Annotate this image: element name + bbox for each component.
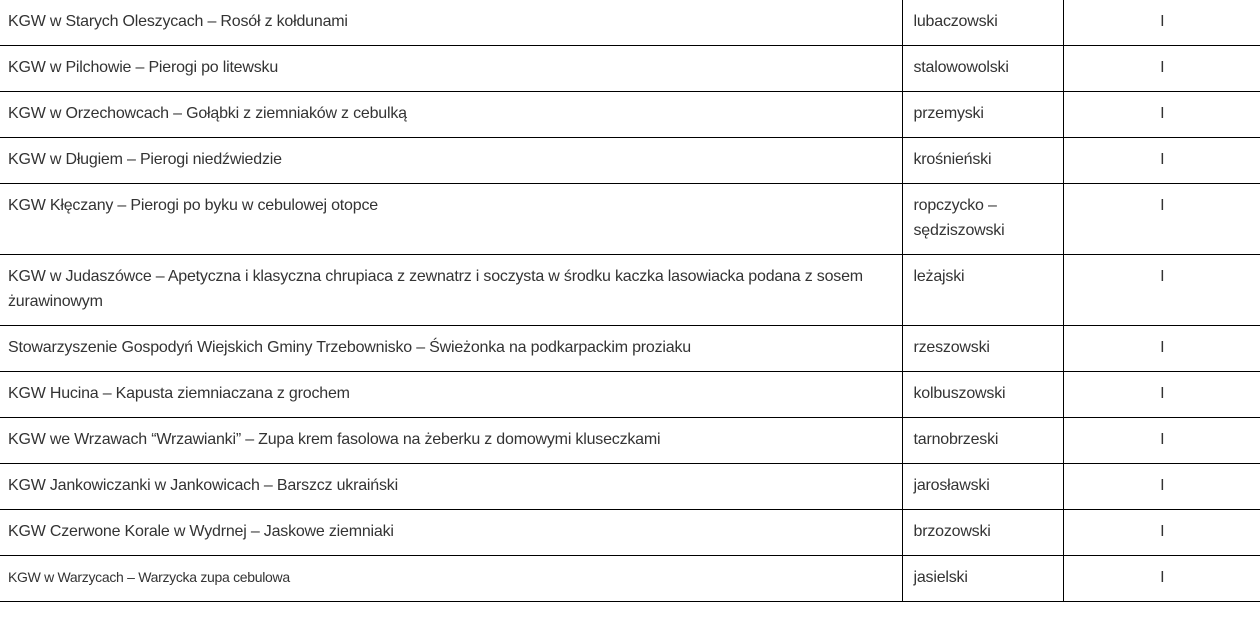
- place-cell: I: [1063, 372, 1260, 418]
- entry-name-cell: KGW w Długiem – Pierogi niedźwiedzie: [0, 138, 902, 184]
- entry-name-cell: KGW w Pilchowie – Pierogi po litewsku: [0, 46, 902, 92]
- county-cell: przemyski: [902, 92, 1063, 138]
- place-cell: I: [1063, 556, 1260, 602]
- county-cell: lubaczowski: [902, 0, 1063, 46]
- entry-name-cell: KGW Hucina – Kapusta ziemniaczana z grochem: [0, 372, 902, 418]
- entry-name-cell: KGW w Warzycach – Warzycka zupa cebulowa: [0, 556, 902, 602]
- county-cell: kolbuszowski: [902, 372, 1063, 418]
- table-row: [0, 418, 1260, 464]
- table-row: [0, 372, 1260, 418]
- county-cell: brzozowski: [902, 510, 1063, 556]
- county-cell: jasielski: [902, 556, 1063, 602]
- entry-name-cell: KGW w Starych Oleszycach – Rosół z kołdunami: [0, 0, 902, 46]
- place-cell: I: [1063, 92, 1260, 138]
- place-cell: I: [1063, 0, 1260, 46]
- table-row: [0, 464, 1260, 510]
- place-cell: I: [1063, 46, 1260, 92]
- entry-name-cell: KGW w Judaszówce – Apetyczna i klasyczna chrupiaca z zewnatrz i soczysta w środku kaczka lasowiacka podana z sosem żurawinowym: [0, 255, 902, 326]
- table-row: [0, 92, 1260, 138]
- place-cell: I: [1063, 326, 1260, 372]
- place-cell: I: [1063, 138, 1260, 184]
- table-row: [0, 184, 1260, 255]
- entry-name-cell: KGW Kłęczany – Pierogi po byku w cebulowej otopce: [0, 184, 902, 255]
- county-cell: jarosławski: [902, 464, 1063, 510]
- table-row: [0, 46, 1260, 92]
- county-cell: stalowowolski: [902, 46, 1063, 92]
- place-cell: I: [1063, 464, 1260, 510]
- entry-name-cell: KGW w Orzechowcach – Gołąbki z ziemniaków z cebulką: [0, 92, 902, 138]
- table-row: [0, 138, 1260, 184]
- place-cell: I: [1063, 184, 1260, 255]
- entry-name-cell: KGW Czerwone Korale w Wydrnej – Jaskowe ziemniaki: [0, 510, 902, 556]
- table-row: [0, 326, 1260, 372]
- place-cell: I: [1063, 510, 1260, 556]
- entry-name-cell: Stowarzyszenie Gospodyń Wiejskich Gminy Trzebownisko – Świeżonka na podkarpackim proziaku: [0, 326, 902, 372]
- place-cell: I: [1063, 255, 1260, 326]
- county-cell: leżajski: [902, 255, 1063, 326]
- county-cell: krośnieński: [902, 138, 1063, 184]
- county-cell: ropczycko – sędziszowski: [902, 184, 1063, 255]
- table-row: [0, 510, 1260, 556]
- table-row: [0, 255, 1260, 326]
- county-cell: rzeszowski: [902, 326, 1063, 372]
- entry-name-cell: KGW we Wrzawach “Wrzawianki” – Zupa krem fasolowa na żeberku z domowymi kluseczkami: [0, 418, 902, 464]
- table-row: [0, 556, 1260, 602]
- place-cell: I: [1063, 418, 1260, 464]
- table-row: [0, 0, 1260, 46]
- county-cell: tarnobrzeski: [902, 418, 1063, 464]
- entry-name-cell: KGW Jankowiczanki w Jankowicach – Barszcz ukraiński: [0, 464, 902, 510]
